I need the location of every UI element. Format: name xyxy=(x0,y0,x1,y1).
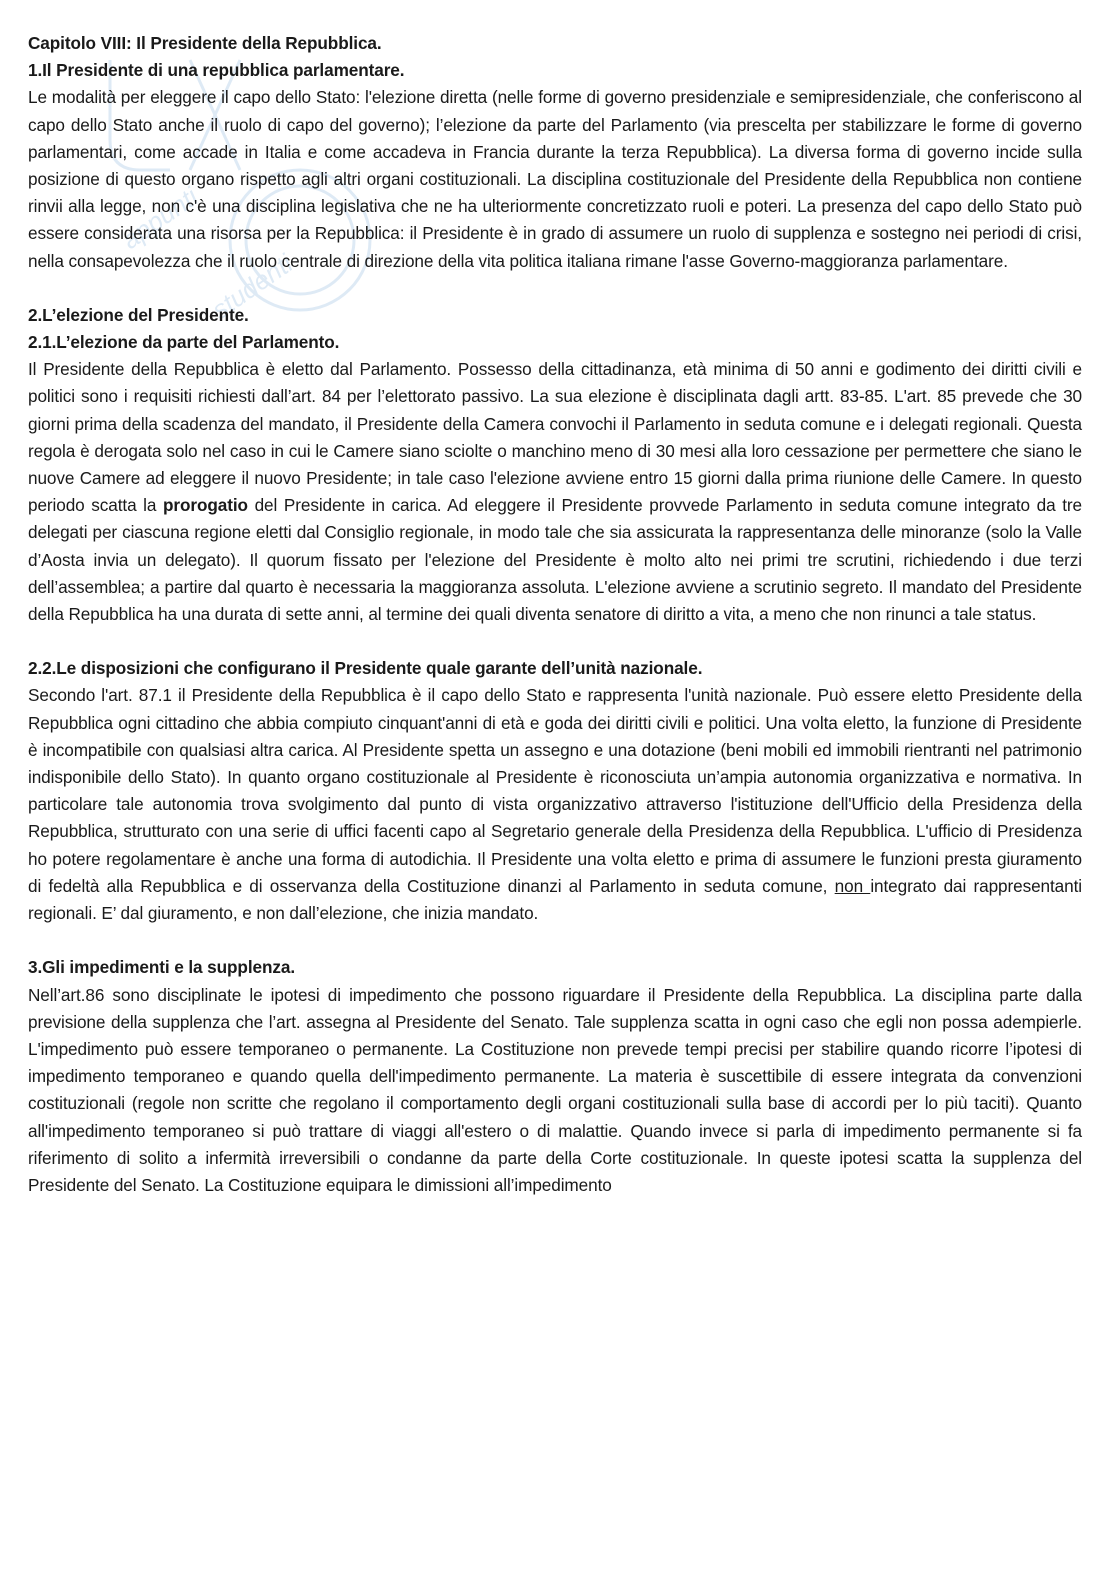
svg-text:appunti: appunti xyxy=(116,181,204,255)
section-2-2-heading: 2.2.Le disposizioni che configurano il Presidente quale garante dell’unità nazionale. xyxy=(28,658,703,679)
section-1-heading: 1.Il Presidente di una repubblica parlamentare. xyxy=(28,60,405,81)
prorogatio-term: prorogatio xyxy=(163,495,248,516)
section-2-heading: 2.L’elezione del Presidente. xyxy=(28,304,249,325)
underlined-non: non xyxy=(834,875,871,896)
section-2-1-heading: 2.1.L’elezione da parte del Parlamento. xyxy=(28,332,340,353)
section-2-2-text-a: Secondo l'art. 87.1 il Presidente della Repubblica è il capo dello Stato e rappresenta l'unità nazionale. Può essere eletto Presidente della Repubblica ogni cittadino che abbia compiuto cinquant'anni di età e goda dei diritti civili e politici. Una volta eletto, la funzione di Presidente è incompatibile con qualsiasi altra carica. Al Presidente spetta un assegno e una dotazione (beni mobili ed immobili rientranti nel patrimonio indisponibile dello Stato). In quanto organo costituzionale al Presidente è riconosciuta un’ampia autonomia organizzativa e normativa. In particolare tale autonomia trova svolgimento dal punto di vista organizzativo attraverso l'istituzione dell'Ufficio della Presidenza della Repubblica, strutturato con una serie di uffici facenti capo al Segretario generale della Presidenza della Repubblica. L'ufficio di Presidenza ho potere regolamentare è anche una forma di autodichia. Il Presidente una volta eletto e prima di assumere le funzioni presta giuramento di fedeltà alla Repubblica e di osservanza della Costituzione dinanzi al Parlamento in seduta comune, xyxy=(28,685,1082,896)
svg-text:studenti: studenti xyxy=(206,248,299,325)
chapter-title: Capitolo VIII: Il Presidente della Repubblica. xyxy=(28,33,382,53)
section-2-2-text xyxy=(28,682,1082,927)
section-2-1-text-b: del Presidente in carica. Ad eleggere il Presidente provvede Parlamento in seduta comune integrato da tre delegati per ciascuna regione eletti dal Consiglio regionale, in modo tale che sia assicurata la rappresentanza delle minoranze (solo la Valle d’Aosta invia un delegato). Il quorum fissato per l'elezione del Presidente è molto alto nei primi tre scrutini, richiedendo i due terzi dell’assemblea; a partire dal quarto è necessaria la maggioranza assoluta. L'elezione avviene a scrutinio segreto. Il mandato del Presidente della Repubblica ha una durata di sette anni, al termine dei quali diventa senatore di diritto a vita, a meno che non rinunci a tale status. xyxy=(28,495,1082,625)
section-3-heading: 3.Gli impedimenti e la supplenza. xyxy=(28,957,295,978)
section-2-1-text xyxy=(28,356,1082,628)
spacer xyxy=(28,927,1082,954)
spacer xyxy=(28,275,1082,302)
section-1-text: Le modalità per eleggere il capo dello Stato: l'elezione diretta (nelle forme di governo presidenziale e semipresidenziale, che conferiscono al capo dello Stato anche il ruolo di capo del governo); l’elezione da parte del Parlamento (via prescelta per stabilizzare le forme di governo parlamentari, come accade in Italia e come accadeva in Francia durante la terza Repubblica). La diversa forma di governo incide sulla posizione di questo organo rispetto agli altri organi costituzionali. La disciplina costituzionale del Presidente della Repubblica non contiene rinvii alla legge, non c'è una disciplina legislativa che ne ha ulteriormente concretizzato ruoli e poteri. La presenza del capo dello Stato può essere considerata una risorsa per la Repubblica: il Presidente è in grado di assumere un ruolo di supplenza e sostegno nei periodi di crisi, nella consapevolezza che il ruolo centrale di direzione della vita politica italiana rimane l'asse Governo-maggioranza parlamentare. xyxy=(28,87,1082,271)
section-3-text: Nell’art.86 sono disciplinate le ipotesi di impedimento che possono riguardare il Presidente della Repubblica. La disciplina parte dalla previsione della supplenza che l’art. assegna al Presidente del Senato. Tale supplenza scatta in ogni caso che egli non possa adempierle. L'impedimento può essere temporaneo o permanente. La Costituzione non prevede tempi precisi per stabilire quando ricorre l’ipotesi di impedimento temporaneo e quando quella dell'impedimento permanente. La materia è suscettibile di essere integrata da convenzioni costituzionali (regole non scritte che regolano il comportamento degli organi costituzionali sulla base di accordi per lo più taciti). Quanto all'impedimento temporaneo si può trattare di viaggi all'estero o di malattie. Quando invece si parla di impedimento permanente si fa riferimento di solito a infermità irreversibili o condanne da parte della Corte costituzionale. In queste ipotesi scatta la supplenza del Presidente del Senato. La Costituzione equipara le dimissioni all’impedimento xyxy=(28,984,1082,1195)
section-2-2-text-b: integrato dai rappresentanti regionali. E’ dal giuramento, e non dall’elezione, che inizia mandato. xyxy=(28,875,1082,924)
section-2-1-text-a: Il Presidente della Repubblica è eletto dal Parlamento. Possesso della cittadinanza, età minima di 50 anni e godimento dei diritti civili e politici sono i requisiti richiesti dall’art. 84 per l’elettorato passivo. La sua elezione è disciplinata dagli artt. 83-85. L'art. 85 prevede che 30 giorni prima della scadenza del mandato, il Presidente della Camera convochi il Parlamento in seduta comune e i delegati regionali. Questa regola è derogata solo nel caso in cui le Camere siano sciolte o manchino meno di 30 mesi alla loro cessazione per permettere che siano le nuove Camere ad eleggere il nuovo Presidente; in tale caso l'elezione avviene entro 15 giorni dalla prima riunione delle Camere. In questo periodo scatta la xyxy=(28,359,1082,516)
spacer xyxy=(28,628,1082,655)
document-page xyxy=(28,30,1082,1199)
